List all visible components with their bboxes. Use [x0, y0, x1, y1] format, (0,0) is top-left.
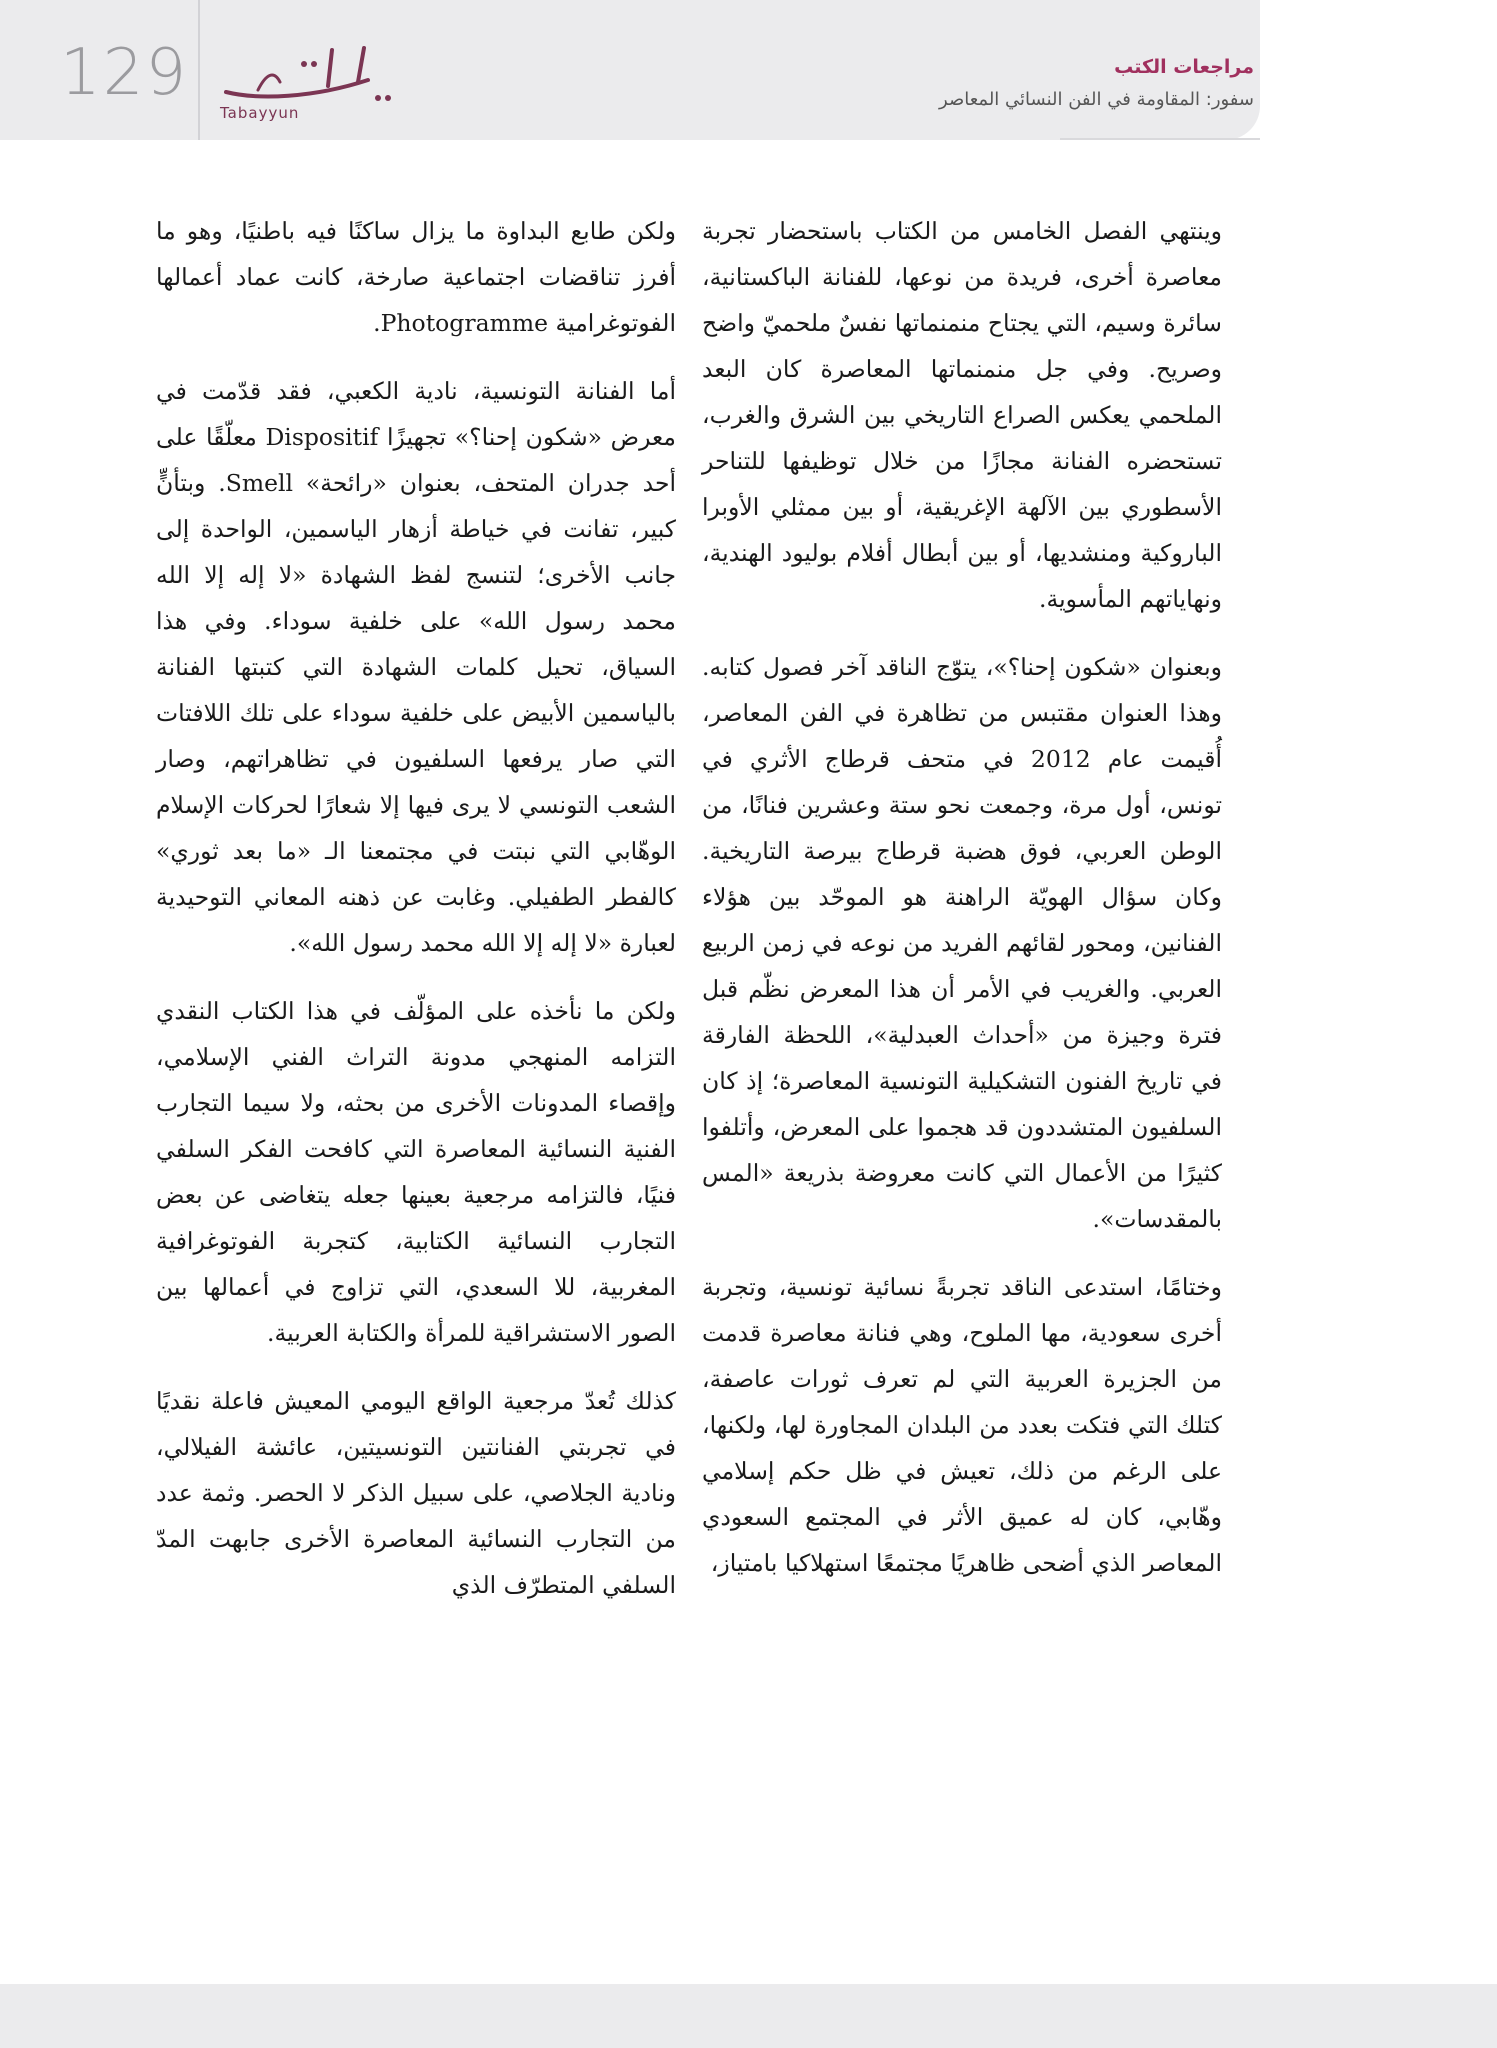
page-number: 129 — [60, 36, 189, 110]
text-column-left — [156, 208, 676, 1630]
footer-band — [0, 1984, 1497, 2048]
paragraph: وبعنوان «شكون إحنا؟»، يتوّج الناقد آخر فصول كتابه. وهذا العنوان مقتبس من تظاهرة في الفن المعاصر، أُقيمت عام 2012 في متحف قرطاج الأثري في تونس، أول مرة، وجمعت نحو ستة وعشرين فنانًا، من الوطن العربي، فوق هضبة قرطاج بيرصة التاريخية. وكان سؤال الهويّة الراهنة هو الموحّد بين هؤلاء الفنانين، ومحور لقائهم الفريد من نوعه في زمن الربيع العربي. والغريب في الأمر أن هذا المعرض نظّم قبل فترة وجيزة من «أحداث العبدلية»، اللحظة الفارقة في تاريخ الفنون التشكيلية التونسية المعاصرة؛ إذ كان السلفيون المتشددون قد هجموا على المعرض، وأتلفوا كثيرًا من الأعمال التي كانت معروضة بذريعة «المس بالمقدسات». — [702, 653, 1222, 1233]
logo-calligraphy-icon — [218, 40, 398, 110]
header-divider — [1060, 138, 1260, 140]
header-vertical-divider — [198, 0, 200, 140]
header-band — [0, 0, 1260, 140]
paragraph: كذلك تُعدّ مرجعية الواقع اليومي المعيش فاعلة نقديًا في تجربتي الفنانتين التونسيتين، عائشة الفيلالي، ونادية الجلاصي، على سبيل الذكر لا الحصر. وثمة عدد من التجارب النسائية المعاصرة الأخرى جابهت المدّ السلفي المتطرّف الذي — [156, 1387, 676, 1599]
tabayyun-logo — [218, 40, 398, 130]
text-column-right — [702, 208, 1222, 1608]
paragraph: ولكن ما نأخذه على المؤلّف في هذا الكتاب النقدي التزامه المنهجي مدونة التراث الفني الإسلامي، وإقصاء المدونات الأخرى من بحثه، ولا سيما التجارب الفنية النسائية المعاصرة التي كافحت الفكر السلفي فنيًا، فالتزامه مرجعية بعينها جعله يتغاضى عن بعض التجارب النسائية الكتابية، كتجربة الفوتوغرافية المغربية، للا السعدي، التي تزاوج في أعمالها بين الصور الاستشراقية للمرأة والكتابة العربية. — [156, 997, 676, 1347]
paragraph: أما الفنانة التونسية، نادية الكعبي، فقد قدّمت في معرض «شكون إحنا؟» تجهيزًا Dispositif معلّقًا على أحد جدران المتحف، بعنوان «رائحة» Smell. وبتأنٍّ كبير، تفانت في خياطة أزهار الياسمين، الواحدة إلى جانب الأخرى؛ لتنسج لفظ الشهادة «لا إله إلا الله محمد رسول الله» على خلفية سوداء. وفي هذا السياق، تحيل كلمات الشهادة التي كتبتها الفنانة بالياسمين الأبيض على خلفية سوداء على تلك اللافتات التي صار يرفعها السلفيون في تظاهراتهم، وصار الشعب التونسي لا يرى فيها إلا شعارًا لحركات الإسلام الوهّابي التي نبتت في مجتمعنا الـ «ما بعد ثوري» كالفطر الطفيلي. وغابت عن ذهنه المعاني التوحيدية لعبارة «لا إله إلا الله محمد رسول الله». — [156, 377, 676, 957]
paragraph: ولكن طابع البداوة ما يزال ساكنًا فيه باطنيًا، وهو ما أفرز تناقضات اجتماعية صارخة، كانت عماد أعمالها الفوتوغرامية Photogramme. — [156, 217, 676, 337]
article-title: سفور: المقاومة في الفن النسائي المعاصر — [939, 89, 1254, 110]
section-title: مراجعات الكتب — [1114, 56, 1254, 78]
paragraph: وينتهي الفصل الخامس من الكتاب باستحضار تجربة معاصرة أخرى، فريدة من نوعها، للفنانة الباكستانية، سائرة وسيم، التي يجتاح منمنماتها نفسٌ ملحميّ واضح وصريح. وفي جل منمنماتها المعاصرة كان البعد الملحمي يعكس الصراع التاريخي بين الشرق والغرب، تستحضره الفنانة مجازًا من خلال توظيفها للتناحر الأسطوري بين الآلهة الإغريقية، أو بين ممثلي الأوبرا الباروكية ومنشديها، أو بين أبطال أفلام بوليود الهندية، ونهاياتهم المأسوية. — [702, 217, 1222, 613]
logo-latin-text: Tabayyun — [220, 104, 300, 122]
paragraph: وختامًا، استدعى الناقد تجربةً نسائية تونسية، وتجربة أخرى سعودية، مها الملوح، وهي فنانة معاصرة قدمت من الجزيرة العربية التي لم تعرف ثورات عاصفة، كتلك التي فتكت بعدد من البلدان المجاورة لها، ولكنها، على الرغم من ذلك، تعيش في ظل حكم إسلامي وهّابي، كان له عميق الأثر في المجتمع السعودي المعاصر الذي أضحى ظاهريًا مجتمعًا استهلاكيا بامتياز، — [702, 1273, 1222, 1577]
